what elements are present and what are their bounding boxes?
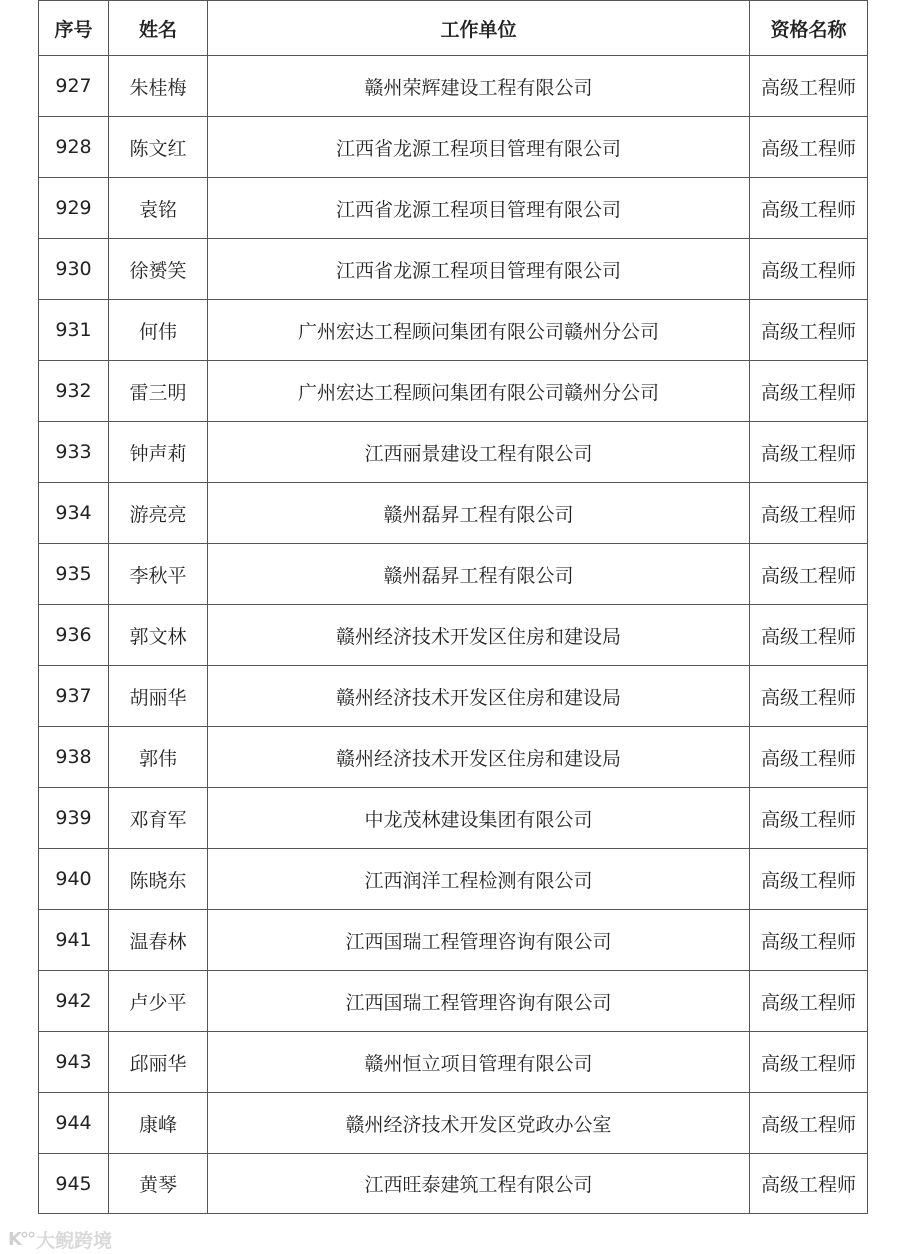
watermark	[8, 1226, 112, 1253]
table-row	[39, 117, 868, 178]
cell-qualification: 高级工程师	[750, 422, 868, 483]
cell-name: 黄琴	[109, 1154, 208, 1214]
cell-index: 936	[39, 605, 109, 666]
table-row	[39, 971, 868, 1032]
cell-name: 卢少平	[109, 971, 208, 1032]
cell-index: 927	[39, 56, 109, 117]
cell-qualification: 高级工程师	[750, 483, 868, 544]
cell-index: 938	[39, 727, 109, 788]
cell-employer: 江西旺泰建筑工程有限公司	[208, 1154, 750, 1214]
cell-qualification: 高级工程师	[750, 1032, 868, 1093]
cell-qualification: 高级工程师	[750, 300, 868, 361]
table-row	[39, 788, 868, 849]
table-row	[39, 483, 868, 544]
cell-name: 邓育军	[109, 788, 208, 849]
cell-qualification: 高级工程师	[750, 727, 868, 788]
cell-name: 康峰	[109, 1093, 208, 1154]
header-qualification: 资格名称	[750, 1, 868, 56]
table-header-row	[39, 1, 868, 56]
cell-name: 徐赟笑	[109, 239, 208, 300]
cell-employer: 江西国瑞工程管理咨询有限公司	[208, 910, 750, 971]
cell-employer: 中龙茂林建设集团有限公司	[208, 788, 750, 849]
cell-employer: 赣州经济技术开发区住房和建设局	[208, 605, 750, 666]
cell-name: 游亮亮	[109, 483, 208, 544]
cell-qualification: 高级工程师	[750, 361, 868, 422]
cell-qualification: 高级工程师	[750, 178, 868, 239]
cell-name: 袁铭	[109, 178, 208, 239]
cell-index: 933	[39, 422, 109, 483]
cell-qualification: 高级工程师	[750, 56, 868, 117]
table-row	[39, 605, 868, 666]
cell-index: 931	[39, 300, 109, 361]
cell-index: 934	[39, 483, 109, 544]
cell-index: 930	[39, 239, 109, 300]
table-row	[39, 1154, 868, 1214]
cell-index: 941	[39, 910, 109, 971]
cell-qualification: 高级工程师	[750, 1093, 868, 1154]
table-row	[39, 300, 868, 361]
cell-index: 945	[39, 1154, 109, 1214]
cell-name: 朱桂梅	[109, 56, 208, 117]
table-row	[39, 849, 868, 910]
table-row	[39, 56, 868, 117]
table-row	[39, 910, 868, 971]
cell-index: 929	[39, 178, 109, 239]
cell-employer: 江西省龙源工程项目管理有限公司	[208, 239, 750, 300]
cell-employer: 赣州经济技术开发区住房和建设局	[208, 666, 750, 727]
cell-qualification: 高级工程师	[750, 849, 868, 910]
cell-name: 邱丽华	[109, 1032, 208, 1093]
header-index: 序号	[39, 1, 109, 56]
cell-employer: 江西丽景建设工程有限公司	[208, 422, 750, 483]
cell-employer: 广州宏达工程顾问集团有限公司赣州分公司	[208, 361, 750, 422]
table-row	[39, 666, 868, 727]
table-row	[39, 422, 868, 483]
cell-employer: 赣州磊昇工程有限公司	[208, 544, 750, 605]
header-name: 姓名	[109, 1, 208, 56]
cell-index: 939	[39, 788, 109, 849]
table-row	[39, 361, 868, 422]
cell-name: 何伟	[109, 300, 208, 361]
cell-qualification: 高级工程师	[750, 666, 868, 727]
cell-index: 935	[39, 544, 109, 605]
cell-index: 937	[39, 666, 109, 727]
cell-employer: 赣州经济技术开发区住房和建设局	[208, 727, 750, 788]
cell-employer: 江西润洋工程检测有限公司	[208, 849, 750, 910]
qualification-table	[38, 0, 868, 1214]
cell-qualification: 高级工程师	[750, 544, 868, 605]
cell-index: 940	[39, 849, 109, 910]
cell-employer: 赣州经济技术开发区党政办公室	[208, 1093, 750, 1154]
cell-name: 陈文红	[109, 117, 208, 178]
table-row	[39, 1093, 868, 1154]
cell-employer: 赣州荣辉建设工程有限公司	[208, 56, 750, 117]
cell-qualification: 高级工程师	[750, 117, 868, 178]
cell-name: 郭伟	[109, 727, 208, 788]
cell-name: 雷三明	[109, 361, 208, 422]
cell-name: 陈晓东	[109, 849, 208, 910]
cell-qualification: 高级工程师	[750, 239, 868, 300]
table-row	[39, 727, 868, 788]
table-row	[39, 239, 868, 300]
table-row	[39, 178, 868, 239]
cell-employer: 江西国瑞工程管理咨询有限公司	[208, 971, 750, 1032]
cell-qualification: 高级工程师	[750, 1154, 868, 1214]
cell-employer: 赣州恒立项目管理有限公司	[208, 1032, 750, 1093]
cell-employer: 赣州磊昇工程有限公司	[208, 483, 750, 544]
cell-index: 943	[39, 1032, 109, 1093]
cell-name: 胡丽华	[109, 666, 208, 727]
cell-employer: 江西省龙源工程项目管理有限公司	[208, 117, 750, 178]
cell-qualification: 高级工程师	[750, 788, 868, 849]
cell-qualification: 高级工程师	[750, 910, 868, 971]
cell-index: 942	[39, 971, 109, 1032]
cell-employer: 广州宏达工程顾问集团有限公司赣州分公司	[208, 300, 750, 361]
table-row	[39, 544, 868, 605]
cell-name: 温春林	[109, 910, 208, 971]
header-employer: 工作单位	[208, 1, 750, 56]
table-row	[39, 1032, 868, 1093]
cell-name: 钟声莉	[109, 422, 208, 483]
cell-name: 李秋平	[109, 544, 208, 605]
cell-name: 郭文林	[109, 605, 208, 666]
cell-index: 944	[39, 1093, 109, 1154]
cell-qualification: 高级工程师	[750, 971, 868, 1032]
cell-qualification: 高级工程师	[750, 605, 868, 666]
cell-index: 932	[39, 361, 109, 422]
cell-index: 928	[39, 117, 109, 178]
cell-employer: 江西省龙源工程项目管理有限公司	[208, 178, 750, 239]
watermark-text: 大鲵跨境	[35, 1230, 112, 1252]
watermark-logo: K°°	[8, 1229, 34, 1250]
